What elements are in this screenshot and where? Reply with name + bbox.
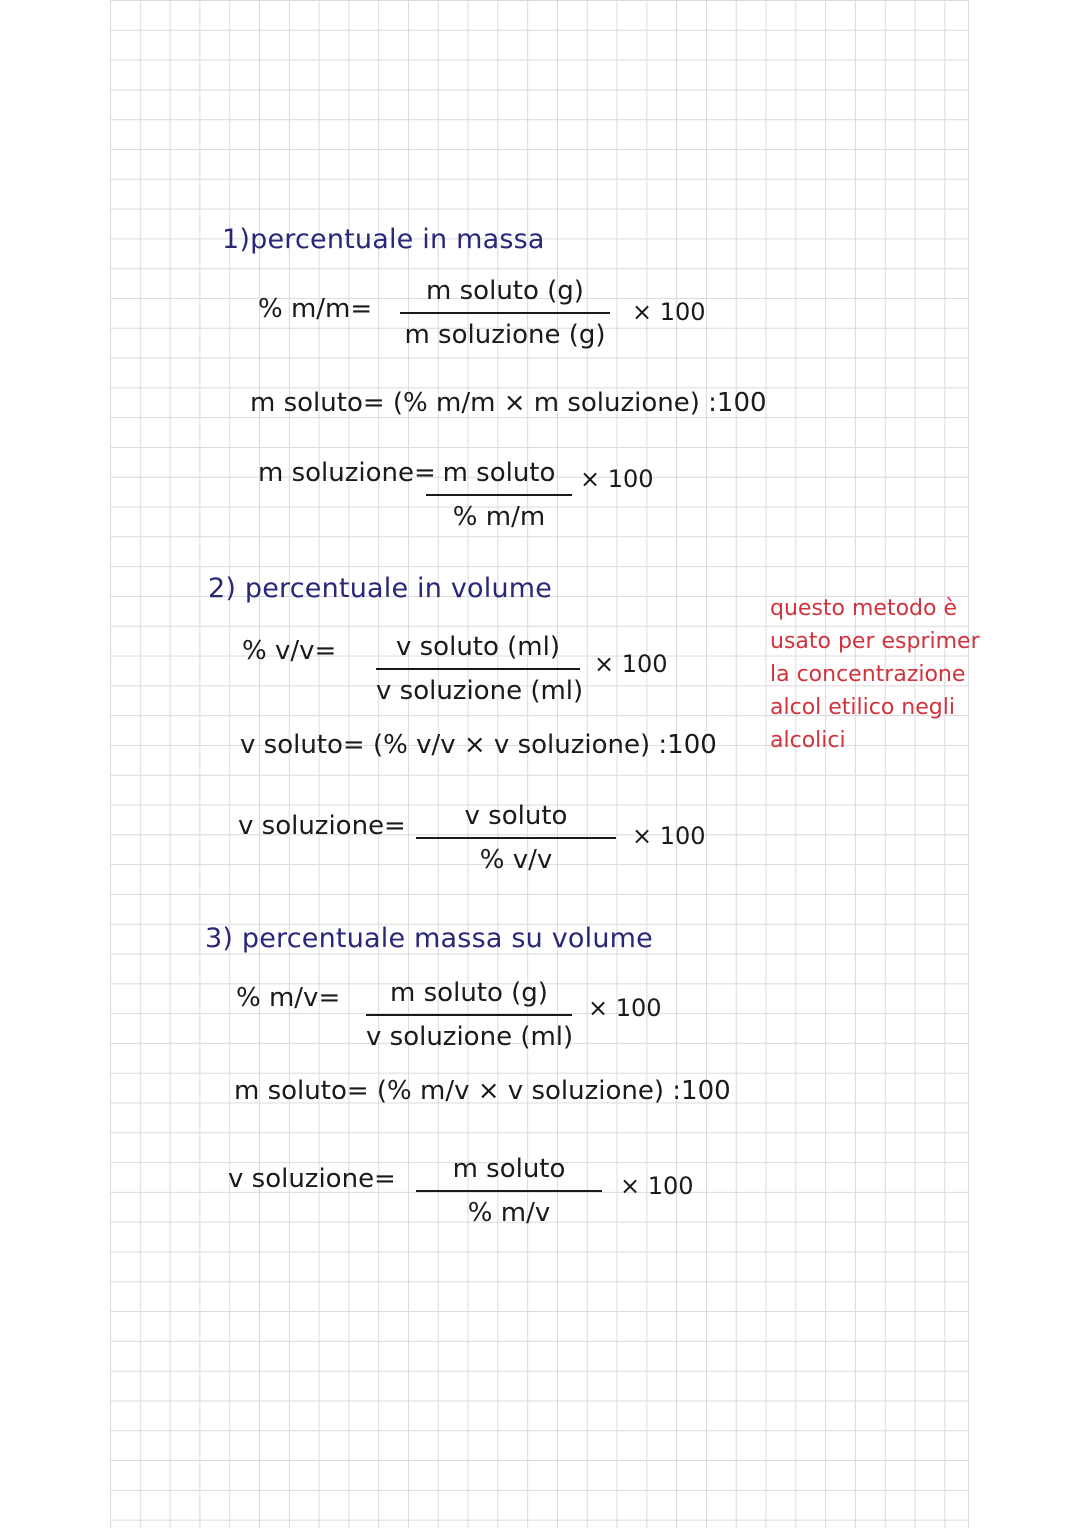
section-3-fraction	[366, 980, 572, 1050]
section-1-solution-fraction	[426, 460, 572, 530]
side-note-line: alcol etilico negli	[770, 695, 955, 720]
section-2-numerator: v soluto (ml)	[395, 632, 560, 662]
section-3-solution-numerator: m soluto	[452, 1154, 566, 1184]
section-1-solution-multiplier: × 100	[580, 465, 654, 493]
section-3-solution-fraction	[416, 1156, 602, 1226]
fraction-bar	[426, 494, 572, 496]
section-1-solution-denominator: % m/m	[452, 502, 546, 532]
section-3-solution-label: v soluzione=	[228, 1164, 396, 1194]
section-3-solution-denominator: % m/v	[467, 1198, 551, 1228]
section-1-solution-label: m soluzione=	[258, 458, 436, 488]
fraction-bar	[416, 837, 616, 839]
section-2-solution-numerator: v soluto	[464, 801, 568, 831]
section-1-denominator: m soluzione (g)	[404, 320, 606, 350]
section-3-formula-label: % m/v=	[236, 983, 341, 1013]
section-2-solution-fraction	[416, 803, 616, 873]
side-note	[770, 592, 980, 757]
section-3-heading: 3) percentuale massa su volume	[205, 923, 653, 954]
section-2-solution-denominator: % v/v	[479, 845, 553, 875]
section-3-solute-equation: m soluto= (% m/v × v soluzione) :100	[234, 1076, 731, 1106]
section-2-denominator: v soluzione (ml)	[376, 676, 584, 706]
side-note-line: usato per esprimer	[770, 629, 980, 654]
section-3-multiplier: × 100	[588, 994, 662, 1022]
section-1-solute-equation: m soluto= (% m/m × m soluzione) :100	[250, 388, 767, 418]
section-1-heading: 1)percentuale in massa	[222, 224, 545, 255]
section-1-fraction	[400, 278, 610, 348]
section-1-numerator: m soluto (g)	[426, 276, 584, 306]
fraction-bar	[400, 312, 610, 314]
fraction-bar	[376, 668, 580, 670]
fraction-bar	[366, 1014, 572, 1016]
section-2-solute-equation: v soluto= (% v/v × v soluzione) :100	[240, 730, 717, 760]
section-3-denominator: v soluzione (ml)	[366, 1022, 574, 1052]
section-1-multiplier: × 100	[632, 298, 706, 326]
section-1-solution-numerator: m soluto	[442, 458, 556, 488]
side-note-line: alcolici	[770, 728, 846, 753]
section-3-numerator: m soluto (g)	[390, 978, 548, 1008]
section-2-heading: 2) percentuale in volume	[208, 573, 553, 604]
section-2-fraction	[376, 632, 584, 706]
section-2-solution-multiplier: × 100	[632, 822, 706, 850]
section-3-solution-multiplier: × 100	[620, 1172, 694, 1200]
section-2-solution-label: v soluzione=	[238, 811, 406, 841]
fraction-bar	[416, 1190, 602, 1192]
side-note-line: questo metodo è	[770, 596, 957, 621]
side-note-line: la concentrazione	[770, 662, 966, 687]
section-2-formula-label: % v/v=	[242, 636, 337, 666]
section-1-formula-label: % m/m=	[258, 294, 373, 324]
section-2-multiplier: × 100	[594, 650, 668, 678]
